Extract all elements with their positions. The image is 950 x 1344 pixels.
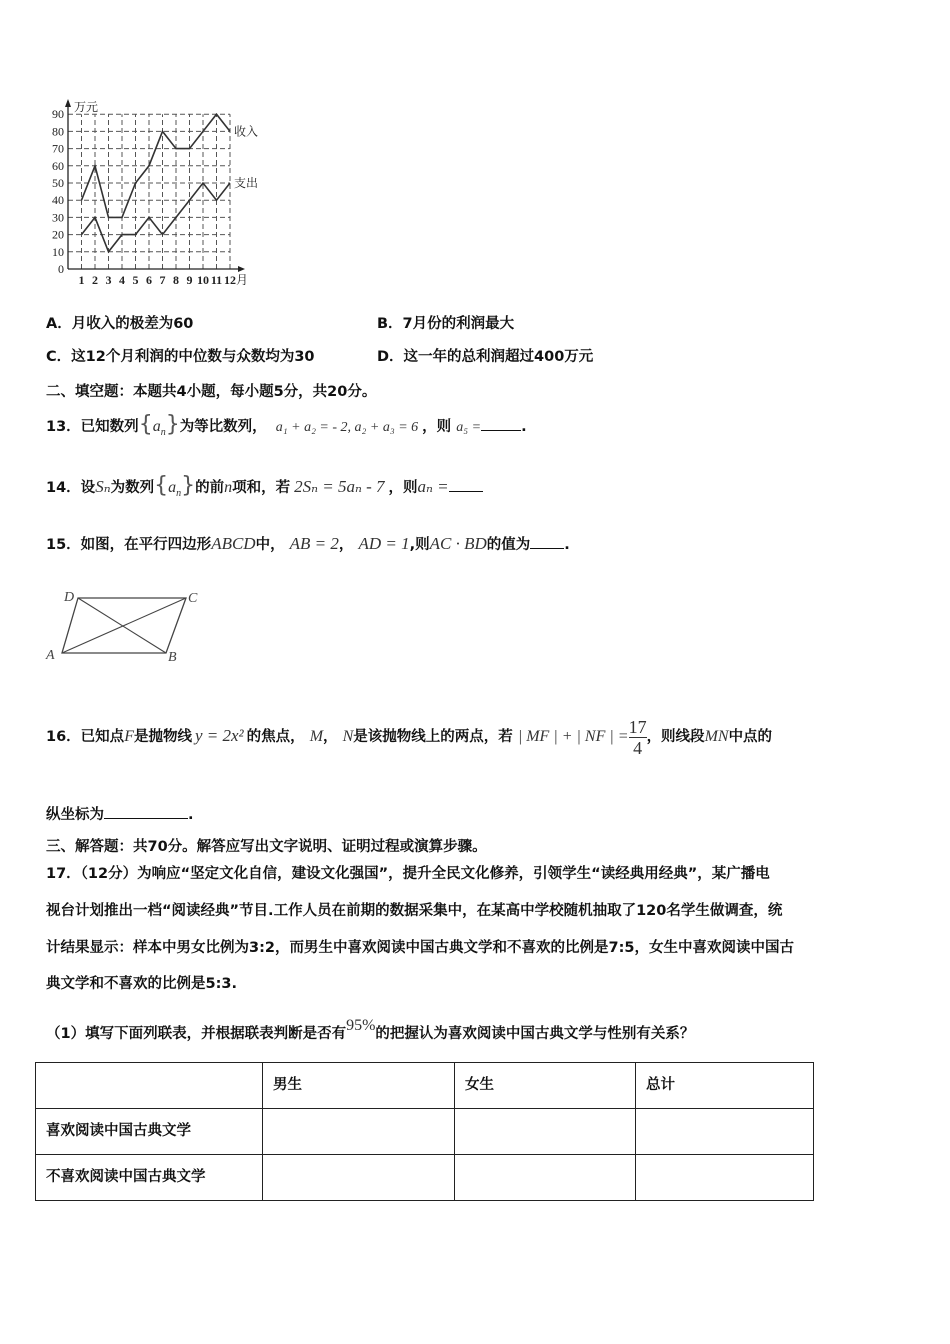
q13-end: . xyxy=(521,419,527,435)
q14-target: aₙ = xyxy=(417,477,449,496)
table-row-label: 不喜欢阅读中国古典文学 xyxy=(36,1155,263,1201)
q13-seq-sub: n xyxy=(160,426,166,438)
vertex-a-label: A xyxy=(46,648,55,663)
y-tick-label: 20 xyxy=(52,227,64,242)
q14-pre: 14．设 xyxy=(46,480,96,496)
series-label: 收入 xyxy=(234,124,259,139)
q14-mid3: 项和，若 xyxy=(232,480,291,496)
table-cell[interactable] xyxy=(636,1109,814,1155)
option-a: A．月收入的极差为60 xyxy=(46,316,194,332)
q15-shape: ABCD xyxy=(211,534,256,553)
q15-ab: AB = 2 xyxy=(289,534,339,553)
table-cell[interactable] xyxy=(455,1155,636,1201)
option-c: C．这12个月利润的中位数与众数均为30 xyxy=(46,349,315,365)
question-14 xyxy=(46,470,483,510)
q14-sn: Sₙ xyxy=(95,477,111,496)
y-tick-label: 30 xyxy=(52,210,64,225)
diagonal-ac xyxy=(62,598,186,653)
table-cell[interactable] xyxy=(263,1155,455,1201)
y-tick-label: 90 xyxy=(52,107,64,122)
option-b: B．7月份的利润最大 xyxy=(377,316,515,332)
q13-target: a₅ = xyxy=(456,420,482,435)
q13-pre: 13．已知数列 xyxy=(46,419,139,435)
q13-mid: 为等比数列， xyxy=(179,419,267,435)
q16-mn: MN xyxy=(704,728,729,745)
diagonal-bd xyxy=(78,598,166,653)
y-axis-arrow-icon xyxy=(65,99,71,107)
q16-m: M xyxy=(309,728,324,745)
vertex-d-label: D xyxy=(64,590,75,605)
q16-fraction xyxy=(629,717,647,758)
question-13 xyxy=(46,410,527,448)
table-cell[interactable] xyxy=(263,1109,455,1155)
q16-answer-blank xyxy=(104,804,188,819)
q16-fraction-denominator: 4 xyxy=(633,737,643,758)
right-brace-icon: } xyxy=(165,412,180,437)
q16-mid4: ，则线段 xyxy=(646,729,705,745)
y-tick-label: 70 xyxy=(52,141,64,156)
x-tick-label: 11 xyxy=(210,273,223,287)
table-cell[interactable] xyxy=(636,1155,814,1201)
q16-sep: ， xyxy=(323,729,338,745)
table-header-row xyxy=(36,1063,814,1109)
y-tick-label: 10 xyxy=(52,244,64,259)
q17-sub1-post: 的把握认为喜欢阅读中国古典文学与性别有关系？ xyxy=(375,1026,695,1042)
q14-answer-blank xyxy=(449,477,483,492)
y-tick-label: 0 xyxy=(58,262,64,276)
y-tick-label: 40 xyxy=(52,193,64,208)
option-d: D．这一年的总利润超过400万元 xyxy=(377,349,594,365)
section-2-header: 二、填空题：本题共4小题，每小题5分，共20分。 xyxy=(46,384,377,400)
q16-f: F xyxy=(124,728,134,745)
q16-tail: 中点的 xyxy=(728,729,773,745)
q16-n: N xyxy=(342,728,354,745)
q15-expr: AC · BD xyxy=(429,534,487,553)
question-16 xyxy=(46,712,772,761)
contingency-table xyxy=(35,1062,814,1201)
q13-seq: a xyxy=(152,418,161,435)
table-cell[interactable] xyxy=(455,1109,636,1155)
q15-then: ,则 xyxy=(409,537,430,553)
table-header-cell: 男生 xyxy=(263,1063,455,1109)
q16-condition: | MF | + | NF | = xyxy=(517,728,629,745)
q14-then: ，则 xyxy=(388,480,418,496)
q15-ad: AD = 1 xyxy=(358,534,410,553)
q16-parabola: y = 2x² xyxy=(194,726,244,745)
q15-end: . xyxy=(564,537,570,553)
q17-line4: 典文学和不喜欢的比例是5:3. xyxy=(46,976,237,992)
q15-sep: ， xyxy=(338,537,354,553)
q13-condition: a₁ + a₂ = - 2, a₂ + a₃ = 6 xyxy=(275,420,419,435)
q14-seq: a xyxy=(168,479,177,496)
q16-line2: 纵坐标为 xyxy=(46,807,104,823)
x-tick-label: 3 xyxy=(105,273,112,287)
x-tick-label: 4 xyxy=(119,273,125,287)
x-axis-arrow-icon xyxy=(238,266,245,272)
x-tick-label: 8 xyxy=(173,273,179,287)
x-tick-label: 6 xyxy=(146,273,152,287)
x-axis-label: 月 xyxy=(236,273,249,287)
y-tick-label: 60 xyxy=(52,158,64,173)
parallelogram-figure xyxy=(40,585,210,665)
section-3-header: 三、解答题：共70分。解答应写出文字说明、证明过程或演算步骤。 xyxy=(46,839,487,855)
table-row xyxy=(36,1109,814,1155)
q13-answer-blank xyxy=(481,416,521,431)
table-row-label: 喜欢阅读中国古典文学 xyxy=(36,1109,263,1155)
table-header-cell xyxy=(36,1063,263,1109)
question-16-line2 xyxy=(46,803,194,824)
series-label: 支出 xyxy=(234,176,259,190)
q17-sub1 xyxy=(46,1010,694,1050)
table-row xyxy=(36,1155,814,1201)
vertex-c-label: C xyxy=(188,591,198,606)
x-tick-label: 2 xyxy=(92,273,98,287)
q14-mid: 为数列 xyxy=(110,480,155,496)
q16-mid: 是抛物线 xyxy=(133,729,192,745)
q14-condition: 2Sₙ = 5aₙ - 7 xyxy=(294,477,385,496)
q17-percent: 95% xyxy=(346,1017,376,1034)
q14-seq-sub: n xyxy=(176,487,182,499)
x-tick-label: 9 xyxy=(186,273,193,287)
q16-fraction-numerator: 17 xyxy=(628,716,647,737)
x-tick-label: 1 xyxy=(78,273,85,287)
question-15 xyxy=(46,528,570,561)
left-brace-icon: { xyxy=(138,412,153,437)
y-axis-label: 万元 xyxy=(74,100,99,114)
x-tick-label: 10 xyxy=(197,273,209,287)
q16-mid3: 是该抛物线上的两点，若 xyxy=(353,729,513,745)
left-brace-icon: { xyxy=(154,473,169,498)
q16-pre: 16．已知点 xyxy=(46,729,125,745)
table-header-cell: 总计 xyxy=(636,1063,814,1109)
q13-then: ，则 xyxy=(422,419,452,435)
x-tick-label: 5 xyxy=(132,273,139,287)
q17-line3: 计结果显示：样本中男女比例为3:2，而男生中喜欢阅读中国古典文学和不喜欢的比例是7:5，女生中喜欢阅读中国古 xyxy=(46,940,794,956)
q14-mid2: 的前 xyxy=(195,480,225,496)
q15-answer-blank xyxy=(530,534,564,549)
x-tick-label: 7 xyxy=(159,273,166,287)
x-tick-label: 12 xyxy=(224,273,236,287)
q17-line2: 视台计划推出一档“阅读经典”节目.工作人员在前期的数据采集中，在某高中学校随机抽取了120名学生做调查，统 xyxy=(46,903,783,919)
q16-mid2: 的焦点， xyxy=(246,729,305,745)
income-expense-line-chart xyxy=(30,95,300,290)
q15-tail: 的值为 xyxy=(486,537,531,553)
q17-line1: 17．（12分）为响应“坚定文化自信，建设文化强国”，提升全民文化修养，引领学生“读经典用经典”，某广播电 xyxy=(46,866,770,882)
y-tick-label: 80 xyxy=(52,124,64,139)
q17-sub1-pre: （1）填写下面列联表，并根据联表判断是否有 xyxy=(46,1026,347,1042)
right-brace-icon: } xyxy=(181,473,196,498)
y-tick-label: 50 xyxy=(52,176,64,190)
table-header-cell: 女生 xyxy=(455,1063,636,1109)
vertex-b-label: B xyxy=(168,650,177,665)
q15-pre: 15．如图，在平行四边形 xyxy=(46,537,212,553)
q14-n: n xyxy=(224,479,233,496)
q15-mid: 中， xyxy=(255,537,285,553)
q16-end: . xyxy=(188,807,194,823)
